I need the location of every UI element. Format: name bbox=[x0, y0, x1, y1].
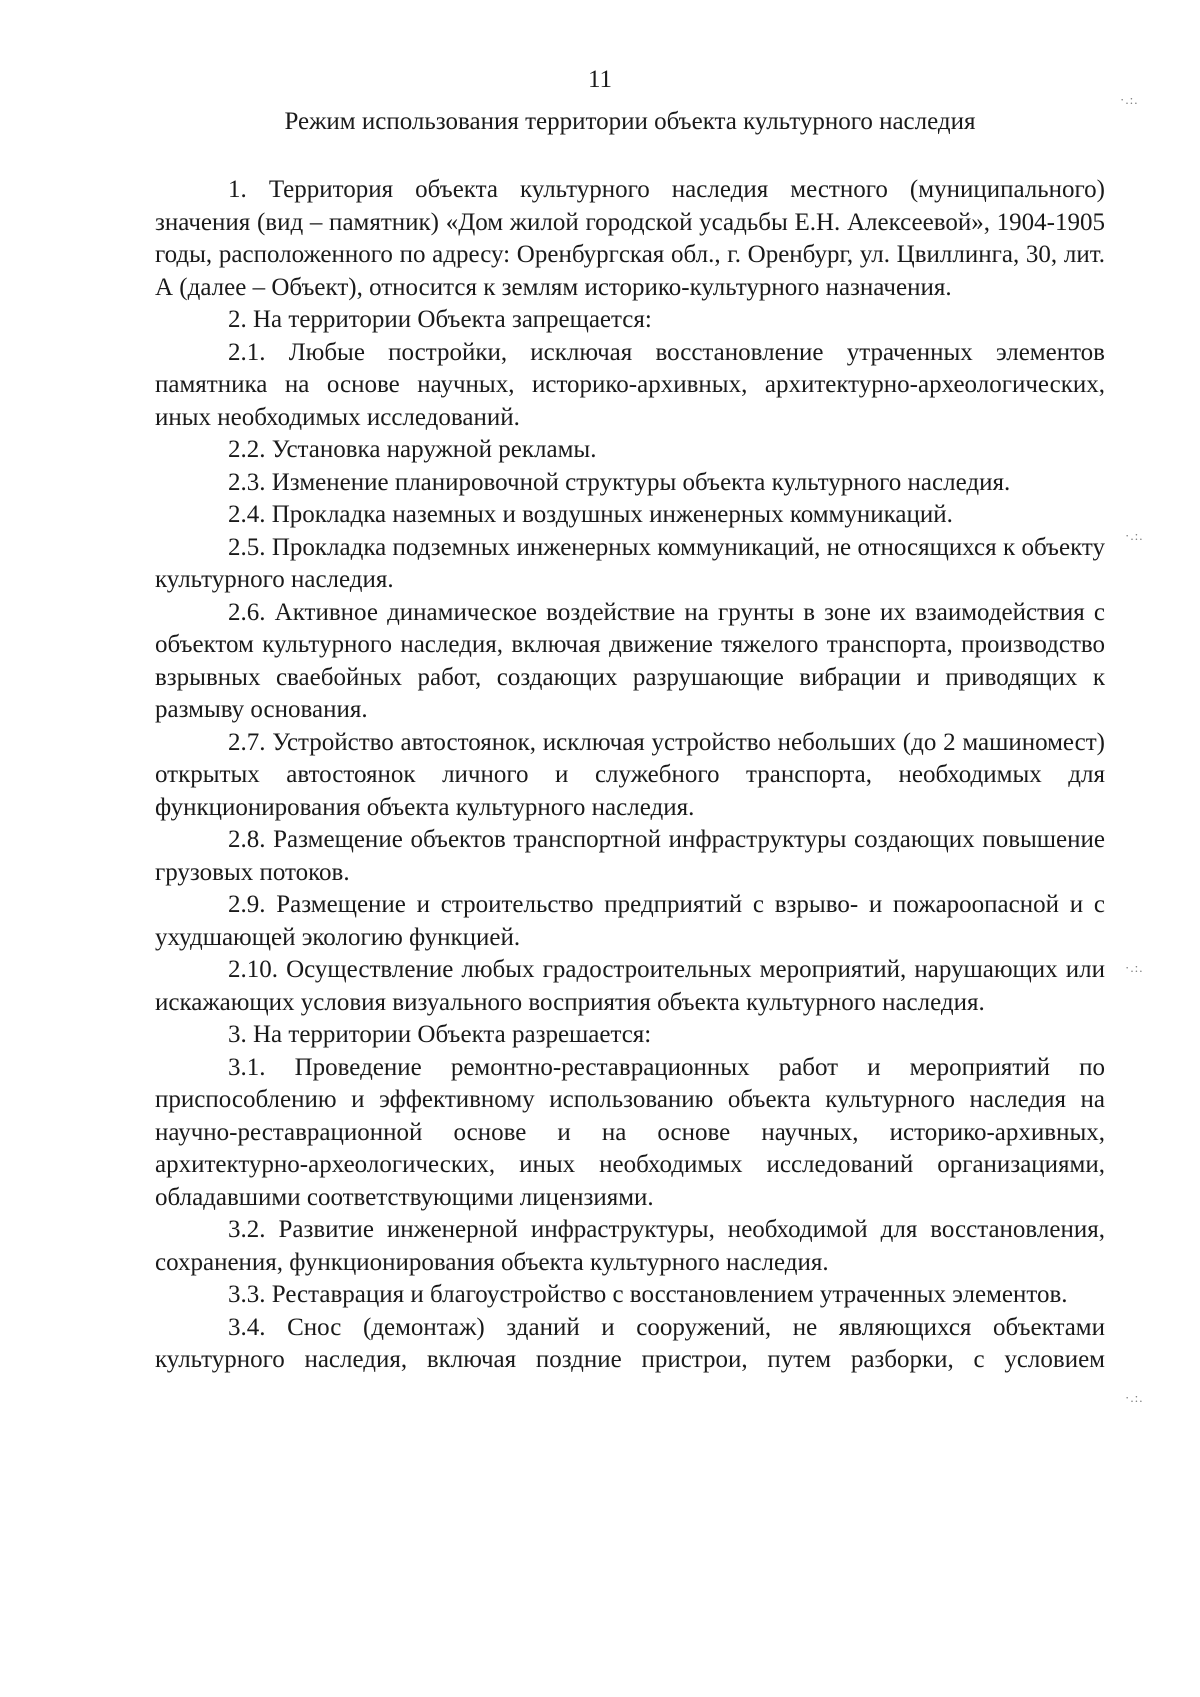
scan-speck: ·.:. bbox=[1125, 528, 1144, 543]
paragraph-3: 3. На территории Объекта разрешается: bbox=[228, 1021, 652, 1048]
scan-speck: ·.:. bbox=[1120, 92, 1139, 107]
paragraph-2-3: 2.3. Изменение планировочной структуры объекта культурного наследия. bbox=[228, 468, 1011, 496]
paragraph-2-1: 2.1. Любые постройки, исключая восстановление утраченных элементов памятника на основе научных, историко-архивных, архитектурно-археологических, иных необходимых исследований. bbox=[155, 338, 1105, 431]
paragraph-2-10: 2.10. Осуществление любых градостроительных мероприятий, нарушающих или искажающих условия визуального восприятия объекта культурного наследия. bbox=[155, 956, 1105, 1016]
paragraph-2-8: 2.8. Размещение объектов транспортной инфраструктуры создающих повышение грузовых потоков. bbox=[155, 826, 1105, 886]
page-number: 11 bbox=[587, 66, 613, 93]
scan-speck: ·.:. bbox=[1125, 1390, 1144, 1405]
paragraph-2-5: 2.5. Прокладка подземных инженерных коммуникаций, не относящихся к объекту культурного наследия. bbox=[155, 533, 1105, 593]
paragraph-2-6: 2.6. Активное динамическое воздействие на грунты в зоне их взаимодействия с объектом культурного наследия, включая движение тяжелого транспорта, производство взрывных сваебойных работ, создающих разрушающие вибрации и приводящих к размыву основания. bbox=[155, 598, 1105, 723]
section-title: Режим использования территории объекта культурного наследия bbox=[284, 108, 976, 135]
paragraph-2: 2. На территории Объекта запрещается: bbox=[228, 306, 652, 333]
paragraph-3-2: 3.2. Развитие инженерной инфраструктуры, необходимой для восстановления, сохранения, функционирования объекта культурного наследия. bbox=[155, 1216, 1105, 1276]
paragraph-2-9: 2.9. Размещение и строительство предприятий с взрыво- и пожароопасной и с ухудшающей экологию функцией. bbox=[155, 891, 1105, 951]
document-body bbox=[155, 174, 1105, 1377]
paragraph-3-1: 3.1. Проведение ремонтно-реставрационных работ и мероприятий по приспособлению и эффективному использованию объекта культурного наследия на научно-реставрационной основе и на основе научных, историко-архивных, архитектурно-археологических, иных необходимых исследований организациями, обладавшими соответствующими лицензиями. bbox=[155, 1053, 1105, 1211]
paragraph-3-3: 3.3. Реставрация и благоустройство с восстановлением утраченных элементов. bbox=[228, 1281, 1068, 1308]
paragraph-3-4: 3.4. Снос (демонтаж) зданий и сооружений, не являющихся объектами культурного наследия, включая поздние пристрои, путем разборки, с условием bbox=[155, 1313, 1105, 1373]
paragraph-2-7: 2.7. Устройство автостоянок, исключая устройство небольших (до 2 машиномест) открытых автостоянок личного и служебного транспорта, необходимых для функционирования объекта культурного наследия. bbox=[155, 728, 1105, 821]
scan-speck: ·.:. bbox=[1125, 960, 1144, 975]
paragraph-1: 1. Территория объекта культурного наследия местного (муниципального) значения (вид – памятник) «Дом жилой городской усадьбы Е.Н. Алексеевой», 1904-1905 годы, расположенного по адресу: Оренбургская обл., г. Оренбург, ул. Цвиллинга, 30, лит. А (далее – Объект), относится к землям историко-культурного назначения. bbox=[155, 176, 1105, 301]
paragraph-2-4: 2.4. Прокладка наземных и воздушных инженерных коммуникаций. bbox=[228, 501, 953, 528]
paragraph-2-2: 2.2. Установка наружной рекламы. bbox=[228, 436, 597, 463]
